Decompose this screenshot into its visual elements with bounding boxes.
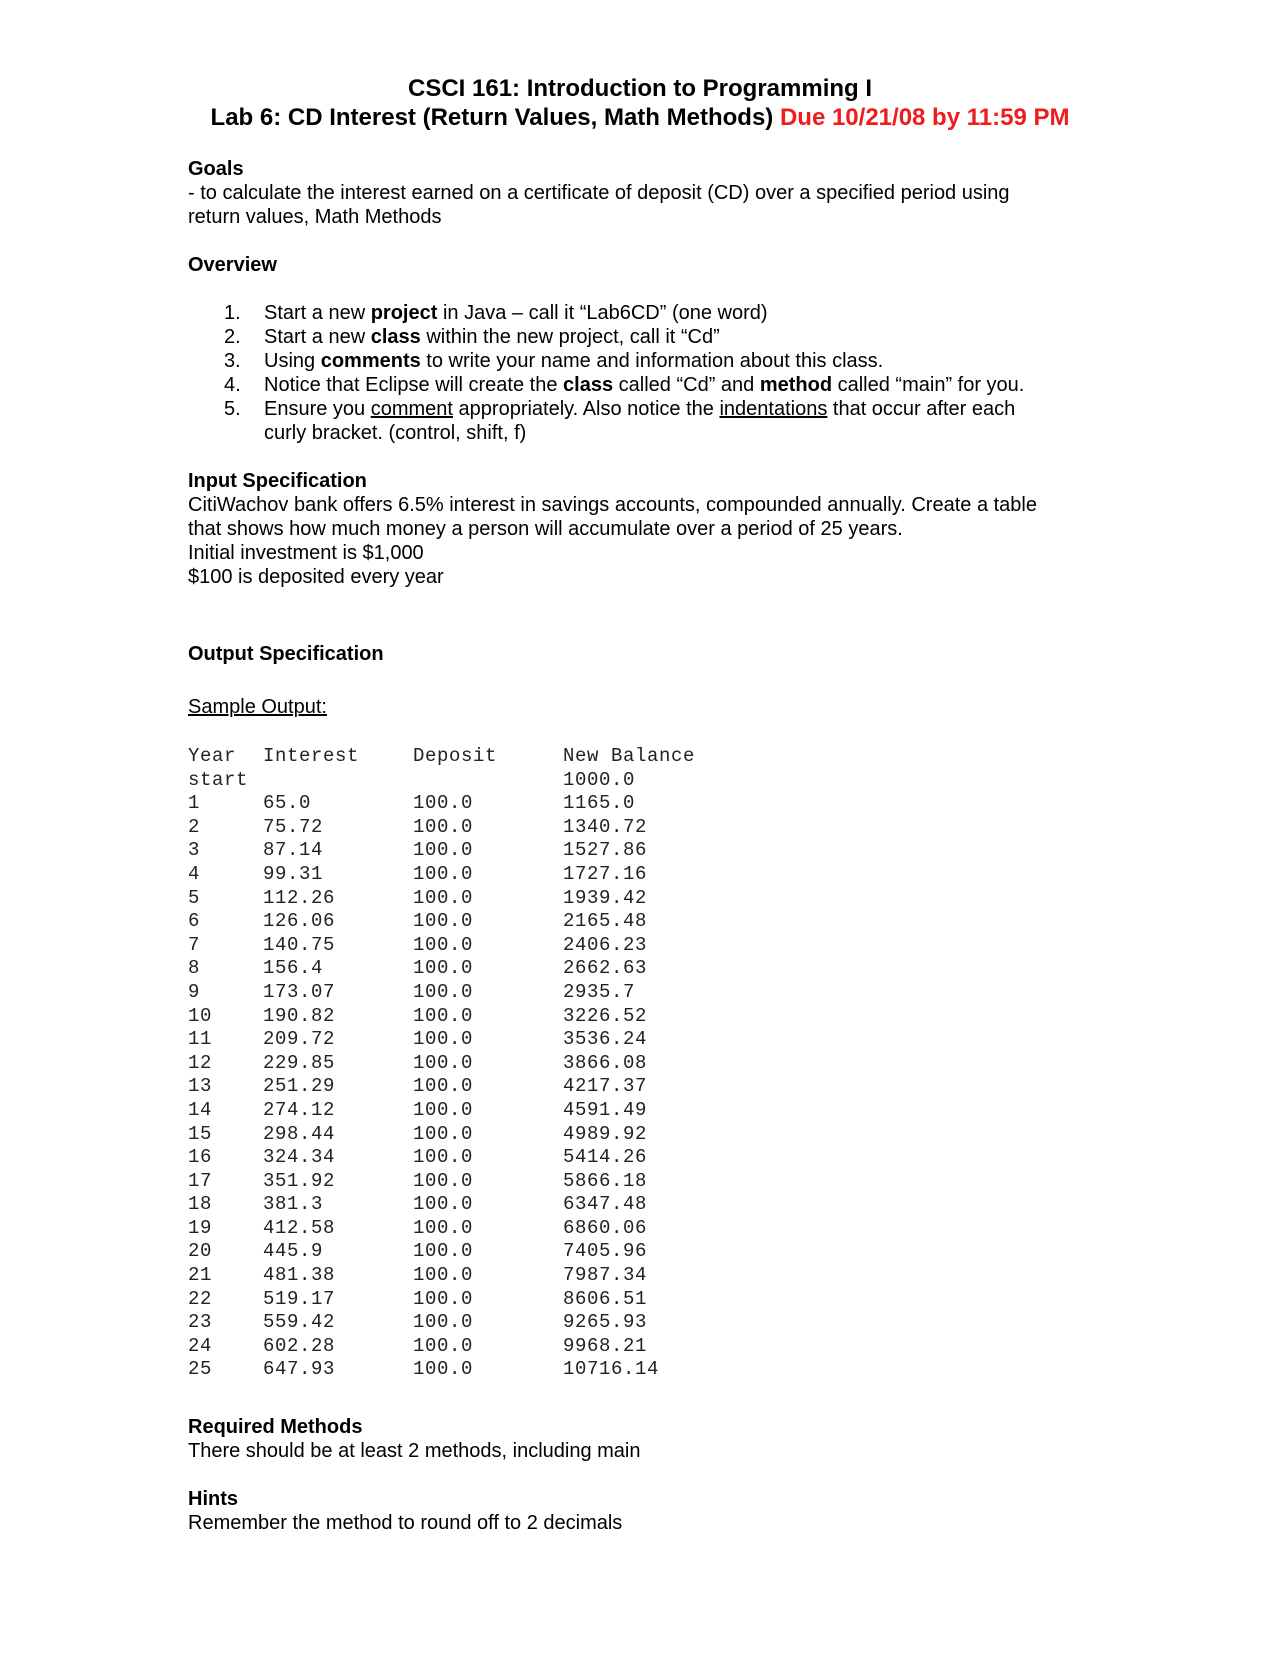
cell-deposit: 100.0 <box>413 1098 474 1121</box>
cell-year: 17 <box>188 1169 213 1192</box>
cell-interest: 140.75 <box>263 933 336 956</box>
overview-item-2 <box>216 325 720 349</box>
header-year: Year <box>188 745 237 767</box>
cell-year: 21 <box>188 1264 213 1287</box>
cell-new-balance: 1527.86 <box>563 839 648 862</box>
cell-deposit: 100.0 <box>413 1122 474 1145</box>
cell-interest: 156.4 <box>263 957 324 980</box>
cell-year: 8 <box>188 957 201 980</box>
cell-year: 2 <box>188 815 201 838</box>
cell-deposit: 100.0 <box>413 1240 474 1263</box>
cell-interest: 381.3 <box>263 1193 324 1216</box>
cell-new-balance: 2406.23 <box>563 933 648 956</box>
header-new-balance: New Balance <box>563 745 696 767</box>
cell-year: 13 <box>188 1075 213 1098</box>
cell-deposit: 100.0 <box>413 839 474 862</box>
goals-line-2: return values, Math Methods <box>188 206 442 228</box>
input-spec-line-2: that shows how much money a person will accumulate over a period of 25 years. <box>188 518 903 540</box>
cell-deposit: 100.0 <box>413 1028 474 1051</box>
cell-new-balance: 4989.92 <box>563 1122 648 1145</box>
cell-interest: 298.44 <box>263 1122 336 1145</box>
goals-heading: Goals <box>188 158 244 180</box>
overview-heading: Overview <box>188 254 277 276</box>
cell-interest: 481.38 <box>263 1264 336 1287</box>
cell-interest: 351.92 <box>263 1169 336 1192</box>
required-methods-text: There should be at least 2 methods, including main <box>188 1440 641 1462</box>
cell-deposit: 100.0 <box>413 1075 474 1098</box>
item-text: Using <box>264 350 321 372</box>
cell-year: 12 <box>188 1051 213 1074</box>
cell-deposit: 100.0 <box>413 862 474 885</box>
cell-interest: 173.07 <box>263 980 336 1003</box>
overview-item-1 <box>216 301 768 325</box>
cell-new-balance: 1727.16 <box>563 862 648 885</box>
cell-deposit: 100.0 <box>413 1051 474 1074</box>
item-underlined: comment <box>370 398 453 420</box>
cell-deposit: 100.0 <box>413 1358 474 1381</box>
cell-new-balance: 1165.0 <box>563 792 636 815</box>
cell-year: 14 <box>188 1098 213 1121</box>
overview-item-3 <box>216 349 883 373</box>
cell-year: 22 <box>188 1287 213 1310</box>
item-bold: class <box>370 326 421 348</box>
cell-year: 9 <box>188 980 201 1003</box>
list-number: 3. <box>224 350 241 372</box>
cell-deposit: 100.0 <box>413 1264 474 1287</box>
item-text: to write your name and information about this class. <box>420 350 884 372</box>
cell-year: 4 <box>188 862 201 885</box>
cell-new-balance: 9265.93 <box>563 1311 648 1334</box>
overview-item-4 <box>216 373 1024 397</box>
cell-deposit: 100.0 <box>413 957 474 980</box>
input-spec-heading: Input Specification <box>188 470 367 492</box>
cell-new-balance: 2935.7 <box>563 980 636 1003</box>
cell-new-balance: 8606.51 <box>563 1287 648 1310</box>
course-title <box>0 75 1280 103</box>
cell-interest: 412.58 <box>263 1216 336 1239</box>
cell-year: start <box>188 768 249 791</box>
item-text: called “main” for you. <box>832 374 1025 396</box>
cell-year: 20 <box>188 1240 213 1263</box>
header-deposit: Deposit <box>413 745 498 767</box>
cell-year: 25 <box>188 1358 213 1381</box>
cell-interest: 602.28 <box>263 1334 336 1357</box>
item-bold: method <box>759 374 833 396</box>
cell-deposit: 100.0 <box>413 815 474 838</box>
cell-deposit: 100.0 <box>413 1169 474 1192</box>
cell-new-balance: 7405.96 <box>563 1240 648 1263</box>
cell-interest: 559.42 <box>263 1311 336 1334</box>
cell-new-balance: 10716.14 <box>563 1358 660 1381</box>
cell-deposit: 100.0 <box>413 792 474 815</box>
goals-line-1: - to calculate the interest earned on a certificate of deposit (CD) over a specified period using <box>188 182 1010 204</box>
cell-deposit: 100.0 <box>413 1193 474 1216</box>
output-spec-heading: Output Specification <box>188 643 384 665</box>
input-spec-line-4: $100 is deposited every year <box>188 566 444 588</box>
item-underlined: indentations <box>719 398 828 420</box>
cell-year: 18 <box>188 1193 213 1216</box>
item-bold: project <box>370 302 438 324</box>
cell-new-balance: 2662.63 <box>563 957 648 980</box>
cell-interest: 324.34 <box>263 1146 336 1169</box>
overview-item-5 <box>216 397 1015 421</box>
item-bold: comments <box>320 350 421 372</box>
cell-deposit: 100.0 <box>413 1216 474 1239</box>
cell-interest: 87.14 <box>263 839 324 862</box>
cell-new-balance: 4591.49 <box>563 1098 648 1121</box>
item-text: Notice that Eclipse will create the <box>264 374 564 396</box>
cell-year: 7 <box>188 933 201 956</box>
hints-text: Remember the method to round off to 2 decimals <box>188 1512 623 1534</box>
input-spec-line-1: CitiWachov bank offers 6.5% interest in savings accounts, compounded annually. Create a table <box>188 494 1037 516</box>
course-title-text: CSCI 161: Introduction to Programming I <box>407 75 873 102</box>
item-text: within the new project, call it “Cd” <box>420 326 720 348</box>
cell-year: 5 <box>188 886 201 909</box>
cell-interest: 65.0 <box>263 792 312 815</box>
cell-new-balance: 9968.21 <box>563 1334 648 1357</box>
cell-interest: 112.26 <box>263 886 336 909</box>
cell-deposit: 100.0 <box>413 1004 474 1027</box>
cell-year: 16 <box>188 1146 213 1169</box>
cell-year: 1 <box>188 792 201 815</box>
cell-year: 3 <box>188 839 201 862</box>
cell-interest: 274.12 <box>263 1098 336 1121</box>
item-text: that occur after each <box>827 398 1016 420</box>
lab-title <box>0 104 1280 132</box>
item-text: appropriately. Also notice the <box>452 398 720 420</box>
item-text: Start a new <box>264 302 371 324</box>
cell-deposit: 100.0 <box>413 1287 474 1310</box>
cell-deposit: 100.0 <box>413 933 474 956</box>
cell-deposit: 100.0 <box>413 886 474 909</box>
cell-new-balance: 3536.24 <box>563 1028 648 1051</box>
cell-new-balance: 4217.37 <box>563 1075 648 1098</box>
cell-interest: 209.72 <box>263 1028 336 1051</box>
cell-deposit: 100.0 <box>413 980 474 1003</box>
cell-new-balance: 5414.26 <box>563 1146 648 1169</box>
cell-deposit: 100.0 <box>413 1334 474 1357</box>
cell-year: 24 <box>188 1334 213 1357</box>
cell-new-balance: 1340.72 <box>563 815 648 838</box>
cell-new-balance: 6347.48 <box>563 1193 648 1216</box>
cell-new-balance: 3866.08 <box>563 1051 648 1074</box>
cell-interest: 190.82 <box>263 1004 336 1027</box>
list-number: 1. <box>224 302 241 324</box>
cell-interest: 126.06 <box>263 910 336 933</box>
cell-deposit: 100.0 <box>413 910 474 933</box>
item-text: Start a new <box>264 326 371 348</box>
cell-new-balance: 2165.48 <box>563 910 648 933</box>
cell-new-balance: 3226.52 <box>563 1004 648 1027</box>
cell-interest: 445.9 <box>263 1240 324 1263</box>
cell-interest: 75.72 <box>263 815 324 838</box>
cell-new-balance: 1000.0 <box>563 768 636 791</box>
input-spec-line-3: Initial investment is $1,000 <box>188 542 424 564</box>
cell-year: 10 <box>188 1004 213 1027</box>
overview-item-5-continued: curly bracket. (control, shift, f) <box>264 422 527 444</box>
list-number: 5. <box>224 398 241 420</box>
list-number: 2. <box>224 326 241 348</box>
cell-year: 6 <box>188 910 201 933</box>
sample-output-label: Sample Output: <box>188 696 327 718</box>
item-bold: class <box>563 374 614 396</box>
list-number: 4. <box>224 374 241 396</box>
cell-year: 15 <box>188 1122 213 1145</box>
item-text: in Java – call it “Lab6CD” (one word) <box>437 302 768 324</box>
cell-deposit: 100.0 <box>413 1146 474 1169</box>
hints-heading: Hints <box>188 1488 238 1510</box>
cell-year: 19 <box>188 1216 213 1239</box>
cell-interest: 99.31 <box>263 862 324 885</box>
cell-new-balance: 7987.34 <box>563 1264 648 1287</box>
cell-interest: 647.93 <box>263 1358 336 1381</box>
cell-interest: 251.29 <box>263 1075 336 1098</box>
cell-new-balance: 6860.06 <box>563 1216 648 1239</box>
cell-new-balance: 1939.42 <box>563 886 648 909</box>
item-text: called “Cd” and <box>613 374 760 396</box>
header-interest: Interest <box>263 745 360 767</box>
cell-new-balance: 5866.18 <box>563 1169 648 1192</box>
due-date: Due 10/21/08 by 11:59 PM <box>779 104 1070 131</box>
cell-year: 11 <box>188 1028 213 1051</box>
item-text: Ensure you <box>264 398 371 420</box>
lab-title-text: Lab 6: CD Interest (Return Values, Math Methods) <box>210 104 774 131</box>
cell-interest: 519.17 <box>263 1287 336 1310</box>
cell-interest: 229.85 <box>263 1051 336 1074</box>
required-methods-heading: Required Methods <box>188 1416 363 1438</box>
cell-year: 23 <box>188 1311 213 1334</box>
cell-deposit: 100.0 <box>413 1311 474 1334</box>
